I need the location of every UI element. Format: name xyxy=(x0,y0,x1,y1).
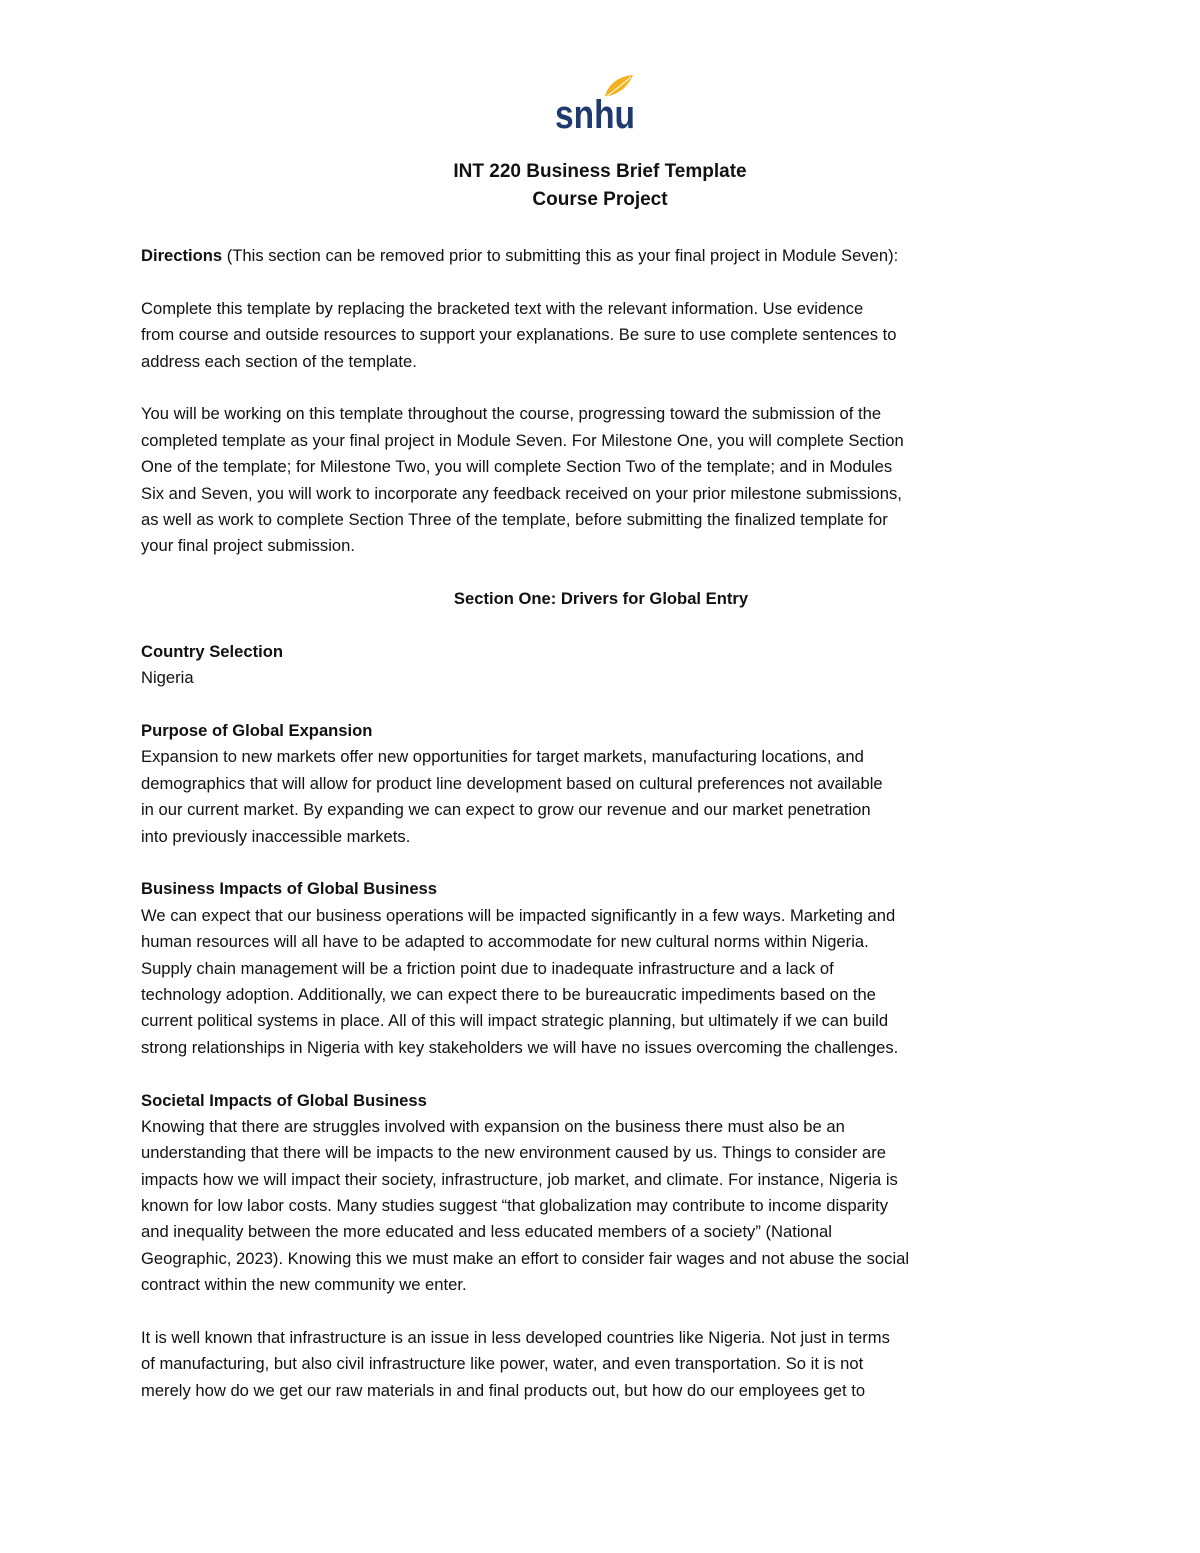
paragraph-line: One of the template; for Milestone Two, you will complete Section Two of the template; and in Modules xyxy=(141,457,893,477)
paragraph-line: understanding that there will be impacts to the new environment caused by us. Things to consider are xyxy=(141,1143,886,1163)
paragraph-line: of manufacturing, but also civil infrastructure like power, water, and even transportation. So it is not xyxy=(141,1354,864,1374)
blank-line xyxy=(141,560,1081,586)
paragraph-line: Supply chain management will be a friction point due to inadequate infrastructure and a lack of xyxy=(141,958,834,978)
blank-line xyxy=(141,375,1081,401)
paragraph-line: from course and outside resources to support your explanations. Be sure to use complete sentences to xyxy=(141,325,897,345)
paragraph-line: Nigeria xyxy=(141,668,194,688)
paragraph-line: strong relationships in Nigeria with key stakeholders we will have no issues overcoming the challenges. xyxy=(141,1037,899,1057)
directions-text: (This section can be removed prior to submitting this as your final project in Module Seven): xyxy=(222,246,899,265)
paragraph-line: completed template as your final project in Module Seven. For Milestone One, you will complete Section xyxy=(141,430,904,450)
paragraph-line: Expansion to new markets offer new opportunities for target markets, manufacturing locations, and xyxy=(141,747,864,767)
blank-line xyxy=(141,269,1081,295)
blank-line xyxy=(141,1061,1081,1087)
snhu-logo xyxy=(553,72,643,134)
title-line-2: Course Project xyxy=(532,189,668,210)
paragraph-line: It is well known that infrastructure is an issue in less developed countries like Nigeria. Not just in terms xyxy=(141,1328,890,1348)
blank-line xyxy=(141,850,1081,876)
subsection-heading: Societal Impacts of Global Business xyxy=(141,1090,427,1110)
paragraph-line: human resources will all have to be adapted to accommodate for new cultural norms within Nigeria. xyxy=(141,932,869,952)
paragraph-line: Knowing that there are struggles involved with expansion on the business there must also be an xyxy=(141,1116,845,1136)
paragraph-line: Six and Seven, you will work to incorporate any feedback received on your prior milestone submissions, xyxy=(141,483,902,503)
paragraph-line: as well as work to complete Section Three of the template, before submitting the finalized template for xyxy=(141,509,888,529)
subsection-heading: Business Impacts of Global Business xyxy=(141,879,438,899)
paragraph-line: and inequality between the more educated and less educated members of a society” (National xyxy=(141,1222,832,1242)
paragraph-line: demographics that will allow for product line development based on cultural preferences not available xyxy=(141,773,883,793)
paragraph-line: technology adoption. Additionally, we can expect there to be bureaucratic impediments based on the xyxy=(141,984,876,1004)
directions-label: Directions xyxy=(141,246,223,265)
paragraph-line: Complete this template by replacing the bracketed text with the relevant information. Use evidence xyxy=(141,298,864,318)
paragraph-line: We can expect that our business operations will be impacted significantly in a few ways. Marketing and xyxy=(141,905,896,925)
paragraph-line: into previously inaccessible markets. xyxy=(141,826,411,846)
blank-line xyxy=(141,692,1081,718)
paragraph-line: impacts how we will impact their society, infrastructure, job market, and climate. For instance, Nigeria is xyxy=(141,1169,898,1189)
section-heading: Section One: Drivers for Global Entry xyxy=(453,589,749,609)
svg-text:snhu: snhu xyxy=(555,93,635,134)
document-body xyxy=(141,243,1081,1404)
paragraph-line: known for low labor costs. Many studies suggest “that globalization may contribute to income disparity xyxy=(141,1196,889,1216)
paragraph-line: your final project submission. xyxy=(141,536,355,556)
paragraph-line: merely how do we get our raw materials in and final products out, but how do our employees get to xyxy=(141,1380,866,1400)
paragraph-line: Geographic, 2023). Knowing this we must make an effort to consider fair wages and not abuse the social xyxy=(141,1248,910,1268)
blank-line xyxy=(141,1299,1081,1325)
title-line-1: INT 220 Business Brief Template xyxy=(453,161,747,182)
subsection-heading: Country Selection xyxy=(141,641,283,661)
directions-line xyxy=(141,243,1081,269)
paragraph-line: You will be working on this template throughout the course, progressing toward the submission of the xyxy=(141,404,882,424)
subsection-heading: Purpose of Global Expansion xyxy=(141,721,373,741)
paragraph-line: contract within the new community we enter. xyxy=(141,1275,467,1295)
paragraph-line: in our current market. By expanding we can expect to grow our revenue and our market penetration xyxy=(141,800,871,820)
paragraph-line: current political systems in place. All of this will impact strategic planning, but ultimately if we can build xyxy=(141,1011,889,1031)
blank-line xyxy=(141,612,1081,638)
paragraph-line: address each section of the template. xyxy=(141,351,417,371)
document-title xyxy=(0,158,1200,214)
